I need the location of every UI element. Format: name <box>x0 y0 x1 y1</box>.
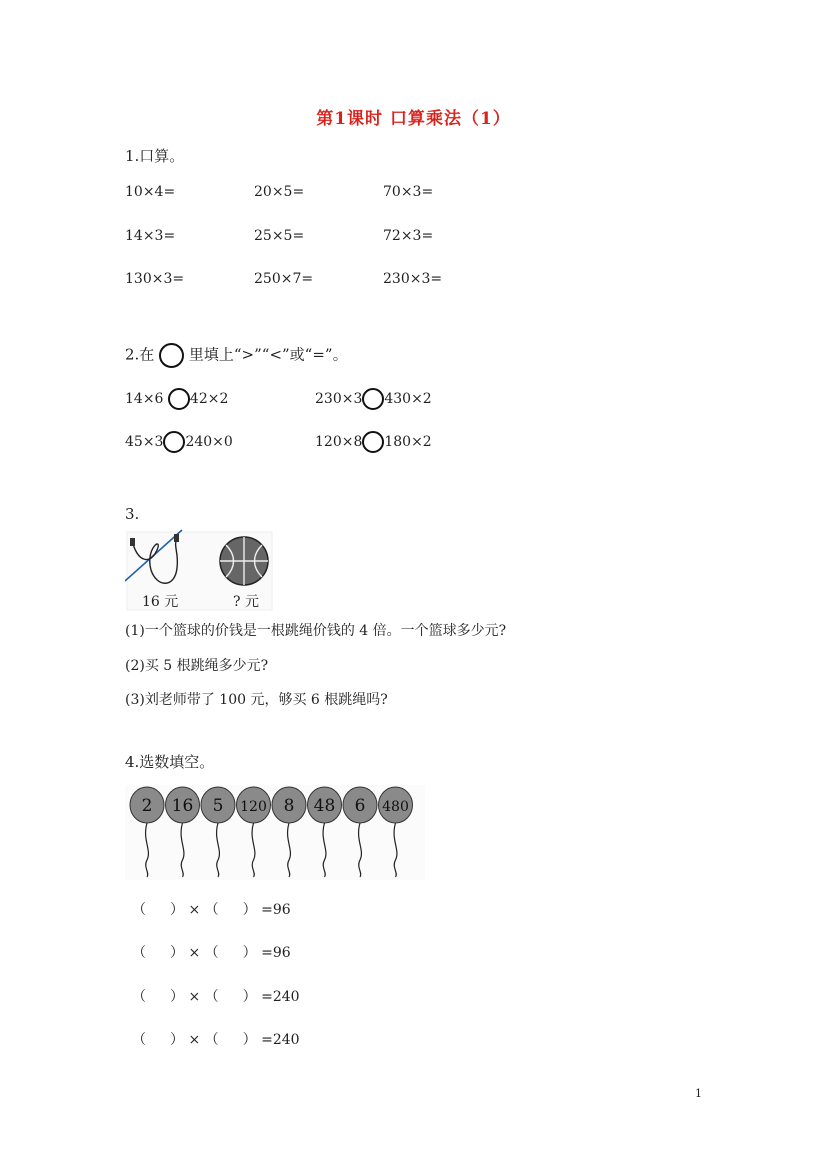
q1-item: 70×3= <box>383 184 434 200</box>
balloon-label: 5 <box>212 796 224 816</box>
times-sign: × <box>188 1032 201 1048</box>
paren-open: （ <box>204 1032 219 1048</box>
q2-left: 120×8 <box>315 434 363 450</box>
balloon-label: 16 <box>171 796 194 816</box>
balloon <box>343 787 377 877</box>
balloon <box>130 787 164 877</box>
paren-open: （ <box>132 945 146 961</box>
paren-close: ） <box>170 945 184 961</box>
q1-item: 250×7= <box>254 271 314 287</box>
times-sign: × <box>188 902 201 918</box>
q1-item: 14×3= <box>125 228 176 244</box>
q3-heading: 3. <box>125 505 140 523</box>
q1-item: 230×3= <box>383 271 443 287</box>
q3-question: (1)一个篮球的价钱是一根跳绳价钱的 4 倍。一个篮球多少元? <box>125 623 507 639</box>
blank-equation <box>132 899 291 919</box>
balloon <box>237 787 271 877</box>
page-title: 第1课时 口算乘法（1） <box>316 109 511 129</box>
balloon-label: 480 <box>382 799 409 815</box>
q1-item: 130×3= <box>125 271 185 287</box>
paren-close: ） <box>170 1032 184 1048</box>
paren-close: ） <box>170 989 184 1005</box>
q2-right: 42×2 <box>189 391 229 407</box>
paren-close: ） <box>242 989 257 1005</box>
q2-left: 14×6 <box>125 391 164 407</box>
balloon <box>308 787 342 877</box>
q2-heading <box>125 343 348 368</box>
q1-item: 72×3= <box>383 228 434 244</box>
equation-result: =96 <box>261 945 291 961</box>
q3-question: (3)刘老师带了 100 元，够买 6 根跳绳吗? <box>125 692 388 708</box>
times-sign: × <box>188 945 201 961</box>
times-sign: × <box>188 989 201 1005</box>
q2-heading-post: 里填上“>”“<”或“=”。 <box>188 345 348 364</box>
q1-item: 25×5= <box>254 228 305 244</box>
balloon-label: 120 <box>240 799 267 815</box>
equation-result: =240 <box>261 989 300 1005</box>
balloon <box>166 787 200 877</box>
q1-item: 10×4= <box>125 184 176 200</box>
basketball-icon <box>218 535 270 591</box>
balloon-label: 6 <box>354 796 366 816</box>
blank-equation <box>132 942 291 962</box>
q2-item <box>315 431 432 453</box>
balloon-label: 8 <box>283 796 295 816</box>
q2-right: 180×2 <box>384 434 432 450</box>
q2-heading-pre: 2.在 <box>125 345 155 364</box>
balloons-figure <box>125 785 425 880</box>
compare-circle[interactable] <box>168 388 190 410</box>
q2-right: 430×2 <box>384 391 432 407</box>
balloon-label: 2 <box>141 796 153 816</box>
compare-circle[interactable] <box>362 431 384 453</box>
circle-placeholder <box>159 343 184 368</box>
paren-open: （ <box>204 989 219 1005</box>
paren-close: ） <box>242 945 257 961</box>
paren-open: （ <box>204 902 219 918</box>
balloon <box>201 787 235 877</box>
q2-item <box>315 388 432 410</box>
q2-item <box>125 431 233 453</box>
blank-equation <box>132 1029 300 1049</box>
q4-heading: 4.选数填空。 <box>125 753 215 771</box>
q2-left: 230×3 <box>315 391 363 407</box>
balloon-group <box>125 785 425 880</box>
paren-close: ） <box>242 902 257 918</box>
q2-item <box>125 388 228 410</box>
q1-item: 20×5= <box>254 184 305 200</box>
paren-open: （ <box>204 945 219 961</box>
q1-heading: 1.口算。 <box>125 147 185 165</box>
page-number: 1 <box>695 1087 702 1100</box>
q2-right: 240×0 <box>185 434 233 450</box>
q3-question: (2)买 5 根跳绳多少元? <box>125 658 269 674</box>
paren-open: （ <box>132 1032 146 1048</box>
ball-price: ? 元 <box>233 594 259 610</box>
blank-equation <box>132 986 300 1006</box>
equation-result: =96 <box>261 902 291 918</box>
paren-open: （ <box>132 902 146 918</box>
q2-left: 45×3 <box>125 434 164 450</box>
equation-result: =240 <box>261 1032 300 1048</box>
balloon <box>272 787 306 877</box>
paren-close: ） <box>242 1032 257 1048</box>
paren-close: ） <box>170 902 184 918</box>
compare-circle[interactable] <box>362 388 384 410</box>
balloon-label: 48 <box>313 796 336 816</box>
compare-circle[interactable] <box>163 431 185 453</box>
balloon <box>379 787 413 877</box>
rope-price: 16 元 <box>142 594 179 610</box>
paren-open: （ <box>132 989 146 1005</box>
